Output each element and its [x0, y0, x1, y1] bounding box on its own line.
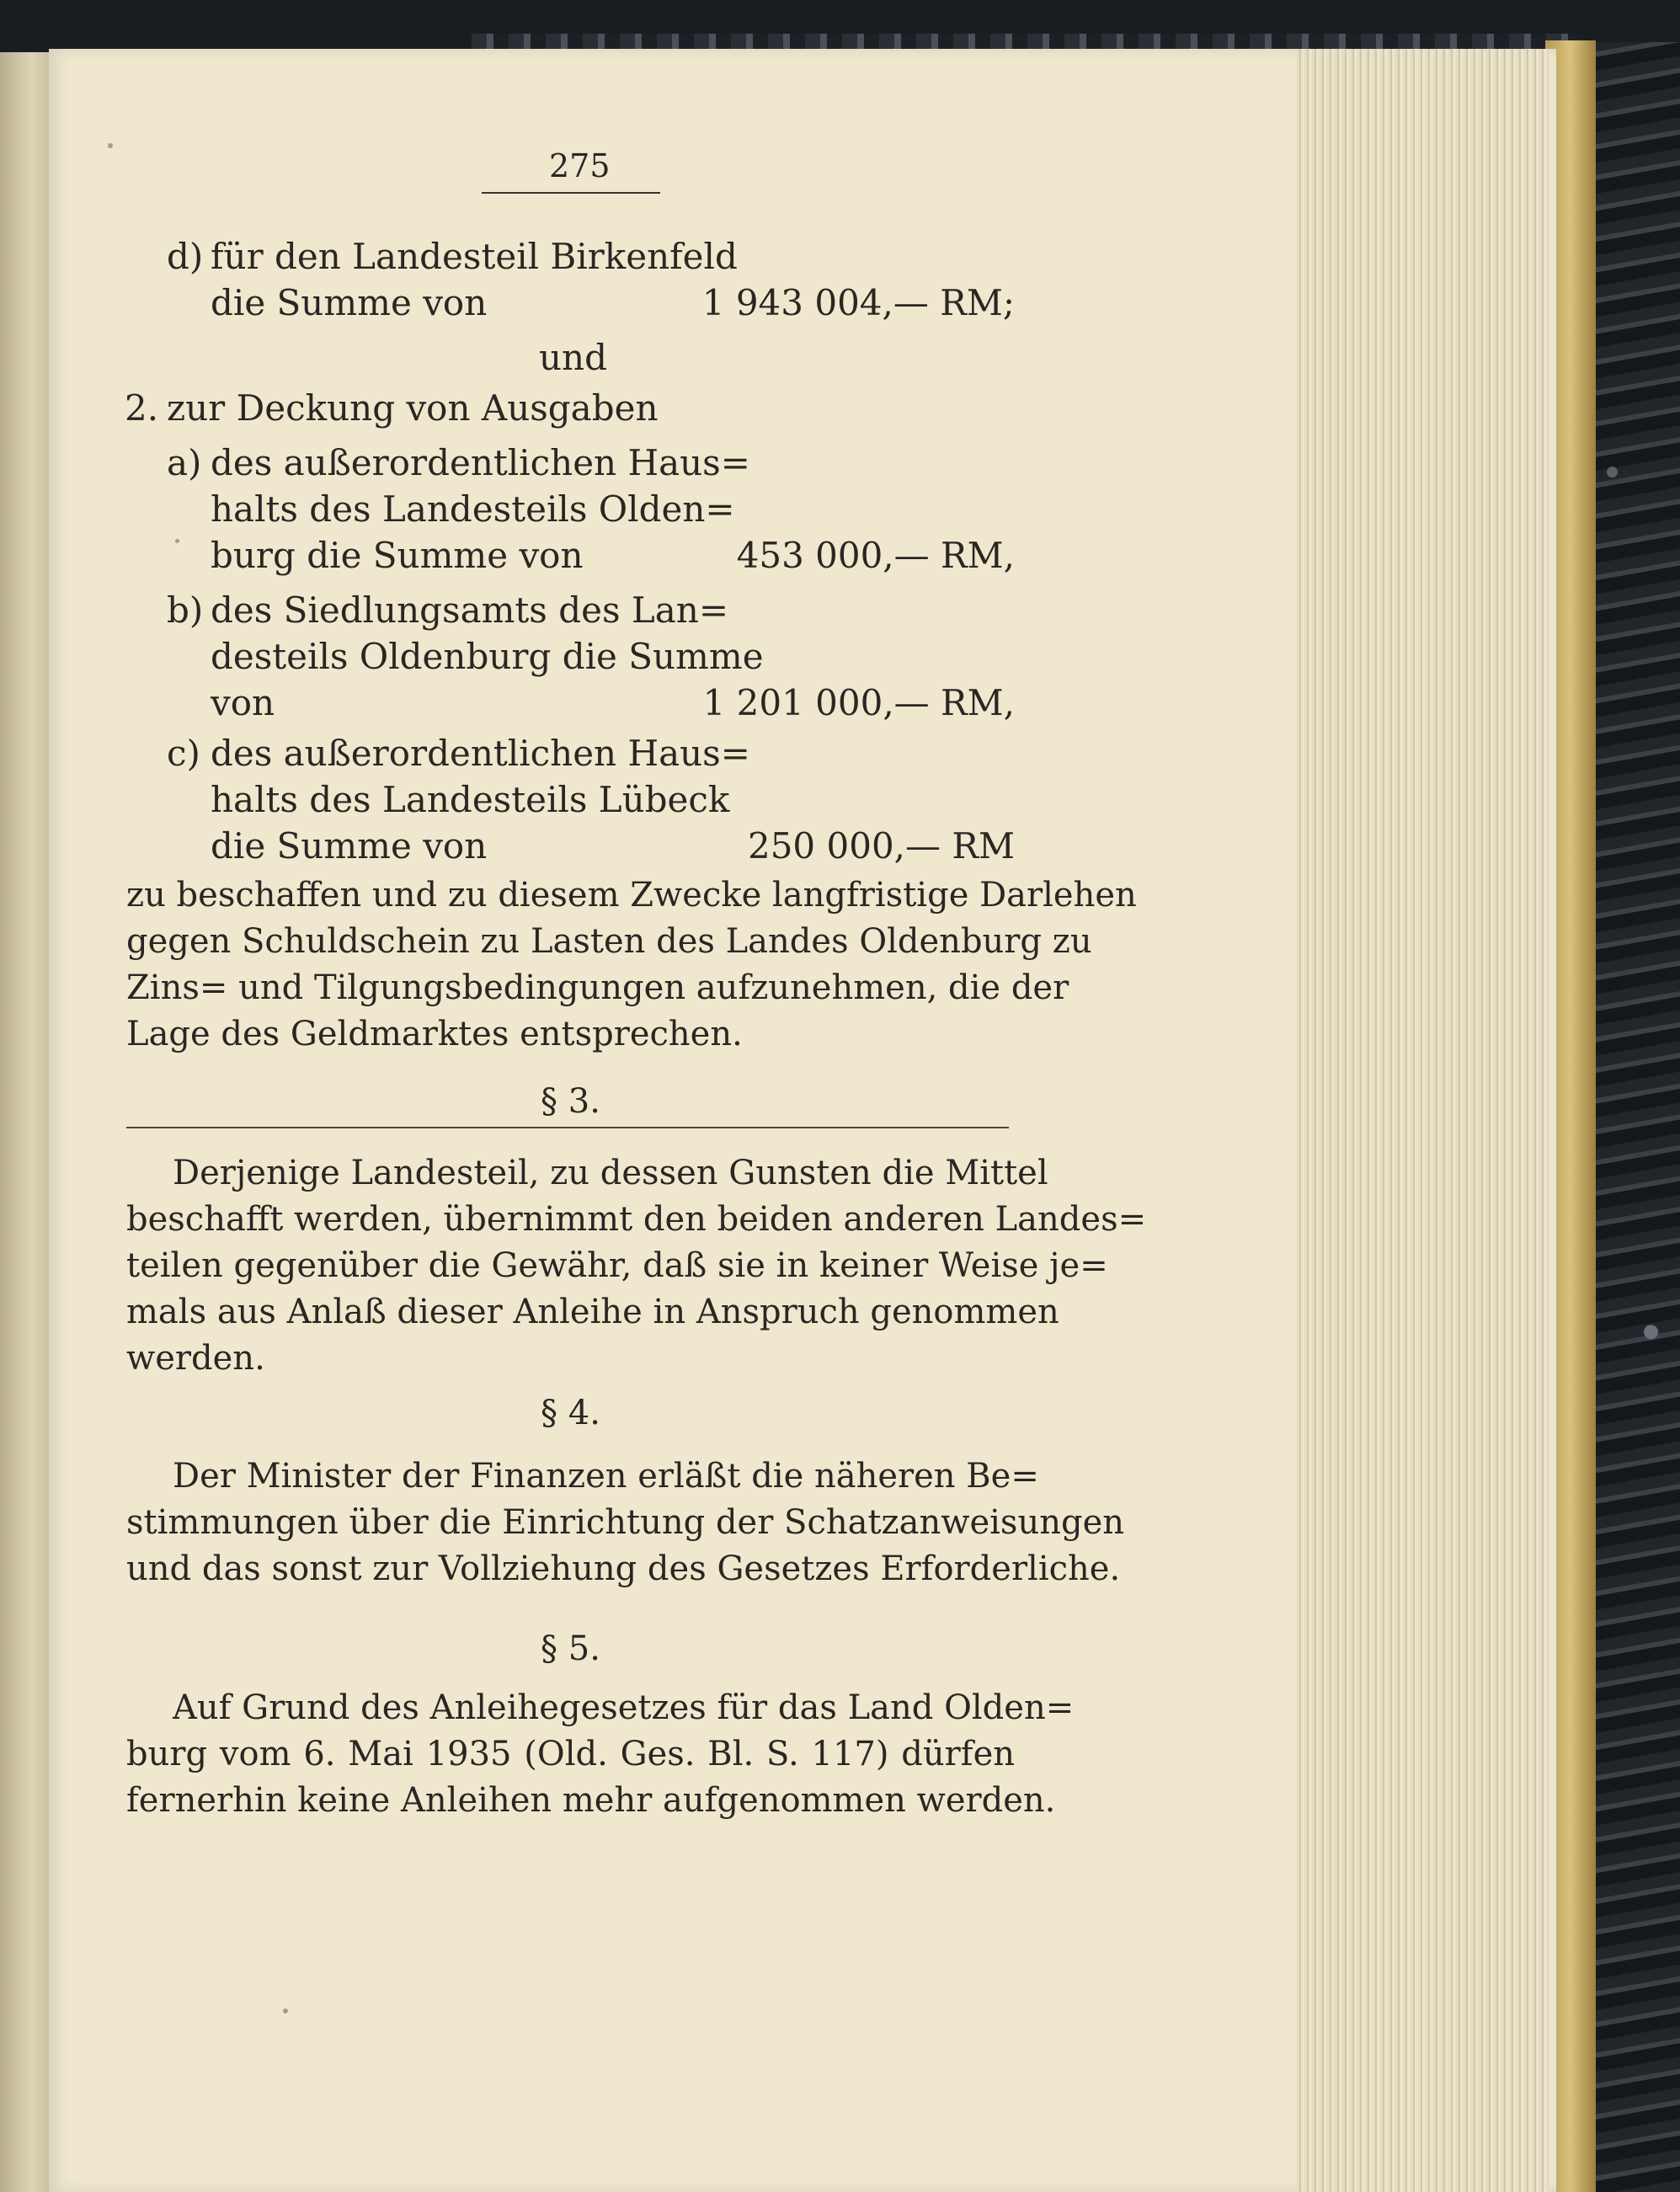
section-separator [126, 1127, 1009, 1128]
text-line: des Siedlungsamts des Lan= [211, 589, 729, 631]
book-cover-marbled [1583, 42, 1680, 2192]
text-line: halts des Landesteils Olden= [211, 488, 735, 530]
page-edges [1297, 49, 1549, 2192]
item-label: c) [167, 733, 200, 774]
page-number: 275 [549, 147, 611, 184]
text-line: die Summe von [211, 825, 488, 867]
text-line: fernerhin keine Anleihen mehr aufgenommen werden. [126, 1781, 1056, 1820]
section-heading: § 5. [541, 1629, 600, 1668]
item-label: 2. [125, 387, 159, 429]
text-line: des außerordentlichen Haus= [211, 733, 750, 774]
text-line: die Summe von [211, 282, 488, 323]
text-line: Derjenige Landesteil, zu dessen Gunsten die Mittel [173, 1154, 1048, 1192]
text-line: zu beschaffen und zu diesem Zwecke langfristige Darlehen [126, 876, 1137, 915]
text-line: Der Minister der Finanzen erläßt die näheren Be= [173, 1457, 1039, 1496]
text-line: des außerordentlichen Haus= [211, 442, 750, 483]
text-line: desteils Oldenburg die Summe [211, 636, 764, 677]
text-line: burg die Summe von [211, 535, 584, 576]
text-line: gegen Schuldschein zu Lasten des Landes Oldenburg zu [126, 922, 1092, 961]
paper-spot [108, 143, 113, 148]
text-line: von [211, 682, 275, 723]
paper-spot [175, 539, 179, 543]
amount: 453 000,— RM, [736, 535, 1015, 576]
text-line: zur Deckung von Ausgaben [167, 387, 659, 429]
text-line: mals aus Anlaß dieser Anleihe in Anspruch genommen [126, 1293, 1059, 1331]
amount: 1 943 004,— RM; [701, 282, 1015, 323]
text-line: stimmungen über die Einrichtung der Schatzanweisungen [126, 1503, 1125, 1542]
text-line: und [539, 337, 607, 378]
text-line: teilen gegenüber die Gewähr, daß sie in keiner Weise je= [126, 1246, 1108, 1285]
text-line: und das sonst zur Vollziehung des Gesetzes Erforderliche. [126, 1549, 1121, 1588]
text-line: Lage des Geldmarktes entsprechen. [126, 1015, 743, 1053]
paper-spot [283, 2008, 288, 2013]
text-line: halts des Landesteils Lübeck [211, 779, 730, 820]
text-line: Auf Grund des Anleihegesetzes für das Land Olden= [173, 1688, 1075, 1727]
text-line: für den Landesteil Birkenfeld [211, 236, 738, 277]
item-label: a) [167, 442, 202, 483]
item-label: b) [167, 589, 204, 631]
section-heading: § 3. [541, 1082, 600, 1121]
header-rule [482, 192, 660, 194]
amount: 1 201 000,— RM, [702, 682, 1015, 723]
text-line: Zins= und Tilgungsbedingungen aufzunehmen, die der [126, 968, 1069, 1007]
left-page-edge [0, 52, 52, 2192]
item-label: d) [167, 236, 204, 277]
text-line: beschafft werden, übernimmt den beiden anderen Landes= [126, 1200, 1147, 1239]
section-heading: § 4. [541, 1394, 600, 1432]
text-line: werden. [126, 1339, 265, 1378]
amount: 250 000,— RM [747, 825, 1015, 867]
text-line: burg vom 6. Mai 1935 (Old. Ges. Bl. S. 117) dürfen [126, 1735, 1015, 1773]
